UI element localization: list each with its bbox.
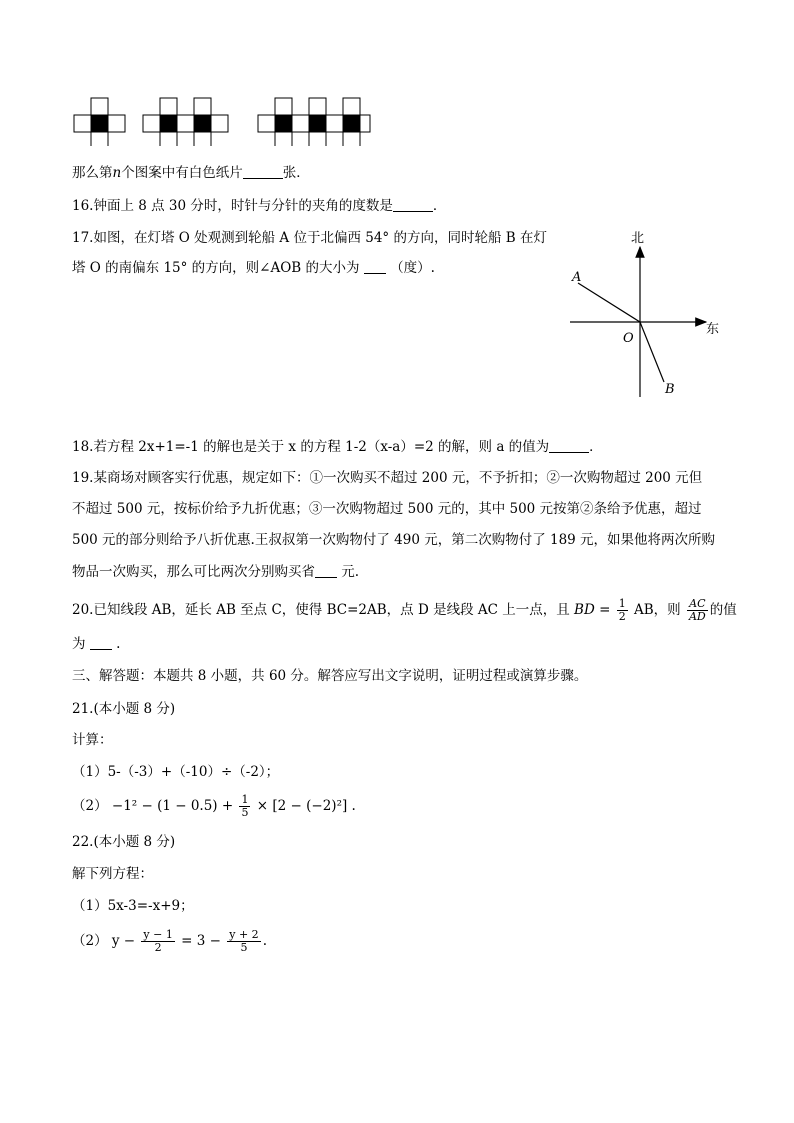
caption-text: 那么第 xyxy=(72,165,113,181)
answer-blank[interactable] xyxy=(364,259,386,274)
q22-title-text: 22.(本小题 8 分) xyxy=(72,834,176,850)
q18-end: ． xyxy=(589,439,603,455)
north-label: 北 xyxy=(631,231,645,246)
white-tile xyxy=(194,98,211,115)
pattern-caption xyxy=(72,163,310,183)
fraction-y-plus-2-over-5: $\frac{y + 2}{5}$ xyxy=(229,928,259,954)
point-b-label: B xyxy=(665,382,675,397)
white-tile xyxy=(360,115,370,132)
fraction-one-fifth: $\frac{1}{5}$ xyxy=(241,793,249,819)
q19-text-3: 500 元的部分则给予八折优惠.王叔叔第一次购物付了 490 元，第二次购物付了 189 元，如果他将两次所购 xyxy=(72,532,716,548)
white-tile xyxy=(194,132,211,146)
q16-text: 16.钟面上 8 点 30 分时，时针与分针的夹角的度数是 xyxy=(72,198,393,214)
white-tile xyxy=(91,98,108,115)
q20-post: 的值 xyxy=(709,602,737,618)
q17-text-2: 塔 O 的南偏东 15° 的方向，则∠AOB 的大小为 xyxy=(72,260,360,276)
white-tile xyxy=(108,115,125,132)
answer-blank[interactable] xyxy=(549,438,589,453)
caption-var: n xyxy=(112,165,122,181)
ray-oa xyxy=(578,283,640,322)
caption-text-2: 个图案中有白色纸片 xyxy=(121,165,243,181)
fraction-ac-ad: $\frac{AC}{AD}$ xyxy=(688,597,706,623)
white-tile xyxy=(258,115,275,132)
question-20-line2 xyxy=(72,634,120,654)
question-22-title xyxy=(72,832,175,852)
question-17-line2 xyxy=(72,258,435,278)
answer-blank[interactable] xyxy=(315,563,337,578)
black-tile xyxy=(275,115,292,132)
white-tile xyxy=(143,115,160,132)
black-tile xyxy=(160,115,177,132)
q22-part2-end: . xyxy=(262,933,267,949)
question-18 xyxy=(72,437,603,457)
fraction-y-minus-1-over-2: $\frac{y - 1}{2}$ xyxy=(143,928,173,954)
q20-text-2: 为 xyxy=(72,636,86,652)
q20-text: 20.已知线段 AB，延长 AB 至点 C，使得 BC=2AB，点 D 是线段 AC 上一点，且 xyxy=(72,602,570,618)
white-tile xyxy=(177,115,194,132)
white-tile xyxy=(74,115,91,132)
east-label: 东 xyxy=(706,322,720,337)
white-tile xyxy=(343,132,360,146)
q16-end: ． xyxy=(432,198,447,214)
caption-tail: 张． xyxy=(282,165,310,181)
q21-part1-text: （1）5-（-3）+（-10）÷（-2）； xyxy=(72,764,280,780)
question-20-line1 xyxy=(72,596,737,624)
white-tile xyxy=(309,98,326,115)
ray-ob xyxy=(640,322,664,382)
black-tile xyxy=(91,115,108,132)
white-tile xyxy=(326,115,343,132)
black-tile xyxy=(309,115,326,132)
answer-blank[interactable] xyxy=(90,635,112,650)
q18-text: 18.若方程 2x+1=-1 的解也是关于 x 的方程 1-2（x-a）=2 的解，则 a 的值为 xyxy=(72,439,550,455)
answer-blank[interactable] xyxy=(393,197,433,212)
q19-text-4: 物品一次购买，那么可比两次分别购买省 xyxy=(72,564,315,580)
compass-figure xyxy=(560,225,740,405)
q21-part2-pre: （2） −1² − (1 − 0.5) + xyxy=(72,798,234,814)
black-tile xyxy=(343,115,360,132)
question-16 xyxy=(72,196,446,216)
q21-title-text: 21.(本小题 8 分) xyxy=(72,701,176,717)
q19-text-1: 19.某商场对顾客实行优惠，规定如下：①一次购买不超过 200 元，不予折扣；②一次购物超过 200 元但 xyxy=(72,470,703,486)
q20-bd: BD = xyxy=(574,602,611,618)
question-21-title xyxy=(72,699,175,719)
question-22-part1 xyxy=(72,896,194,916)
white-tile xyxy=(160,98,177,115)
question-21-intro xyxy=(72,730,113,750)
question-19-line3 xyxy=(72,530,715,550)
white-tile xyxy=(160,132,177,146)
q22-part2-pre: （2） y − xyxy=(72,933,136,949)
white-tile xyxy=(91,132,108,146)
white-tile xyxy=(343,98,360,115)
q17-text-3: （度）. xyxy=(390,260,435,276)
white-tile xyxy=(275,132,292,146)
q21-part2-post: × [2 − (−2)²] . xyxy=(256,798,356,814)
q22-intro-text: 解下列方程： xyxy=(72,866,153,882)
section-3-text: 三、解答题：本题共 8 小题，共 60 分。解答应写出文字说明，证明过程或演算步骤。 xyxy=(72,668,588,684)
section-3-heading xyxy=(72,666,587,686)
q19-text-5: 元. xyxy=(341,564,360,580)
point-a-label: A xyxy=(572,270,582,285)
question-17-line1 xyxy=(72,228,547,248)
q21-intro-text: 计算： xyxy=(72,732,113,748)
black-tile xyxy=(194,115,211,132)
fraction-one-half: $\frac{1}{2}$ xyxy=(618,597,626,623)
white-tile xyxy=(275,98,292,115)
q20-end: . xyxy=(116,636,121,652)
question-21-part1 xyxy=(72,762,279,782)
white-tile xyxy=(292,115,309,132)
question-21-part2 xyxy=(72,792,356,820)
tile-pattern-figure xyxy=(72,96,372,146)
question-19-line2 xyxy=(72,499,702,519)
question-19-line4 xyxy=(72,562,359,582)
question-22-intro xyxy=(72,864,153,884)
question-22-part2 xyxy=(72,927,267,955)
white-tile xyxy=(211,115,228,132)
point-o-label: O xyxy=(623,331,634,346)
q20-ab: AB，则 xyxy=(633,602,681,618)
q19-text-2: 不超过 500 元，按标价给予九折优惠；③一次购物超过 500 元的，其中 500 元按第②条给予优惠，超过 xyxy=(72,501,702,517)
q22-part1-text: （1）5x-3=-x+9； xyxy=(72,898,194,914)
q22-part2-mid: = 3 − xyxy=(181,933,221,949)
white-tile xyxy=(309,132,326,146)
q17-text-1: 17.如图，在灯塔 O 处观测到轮船 A 位于北偏西 54° 的方向，同时轮船 B 在灯 xyxy=(72,230,547,246)
answer-blank[interactable] xyxy=(243,164,283,179)
question-19-line1 xyxy=(72,468,702,488)
